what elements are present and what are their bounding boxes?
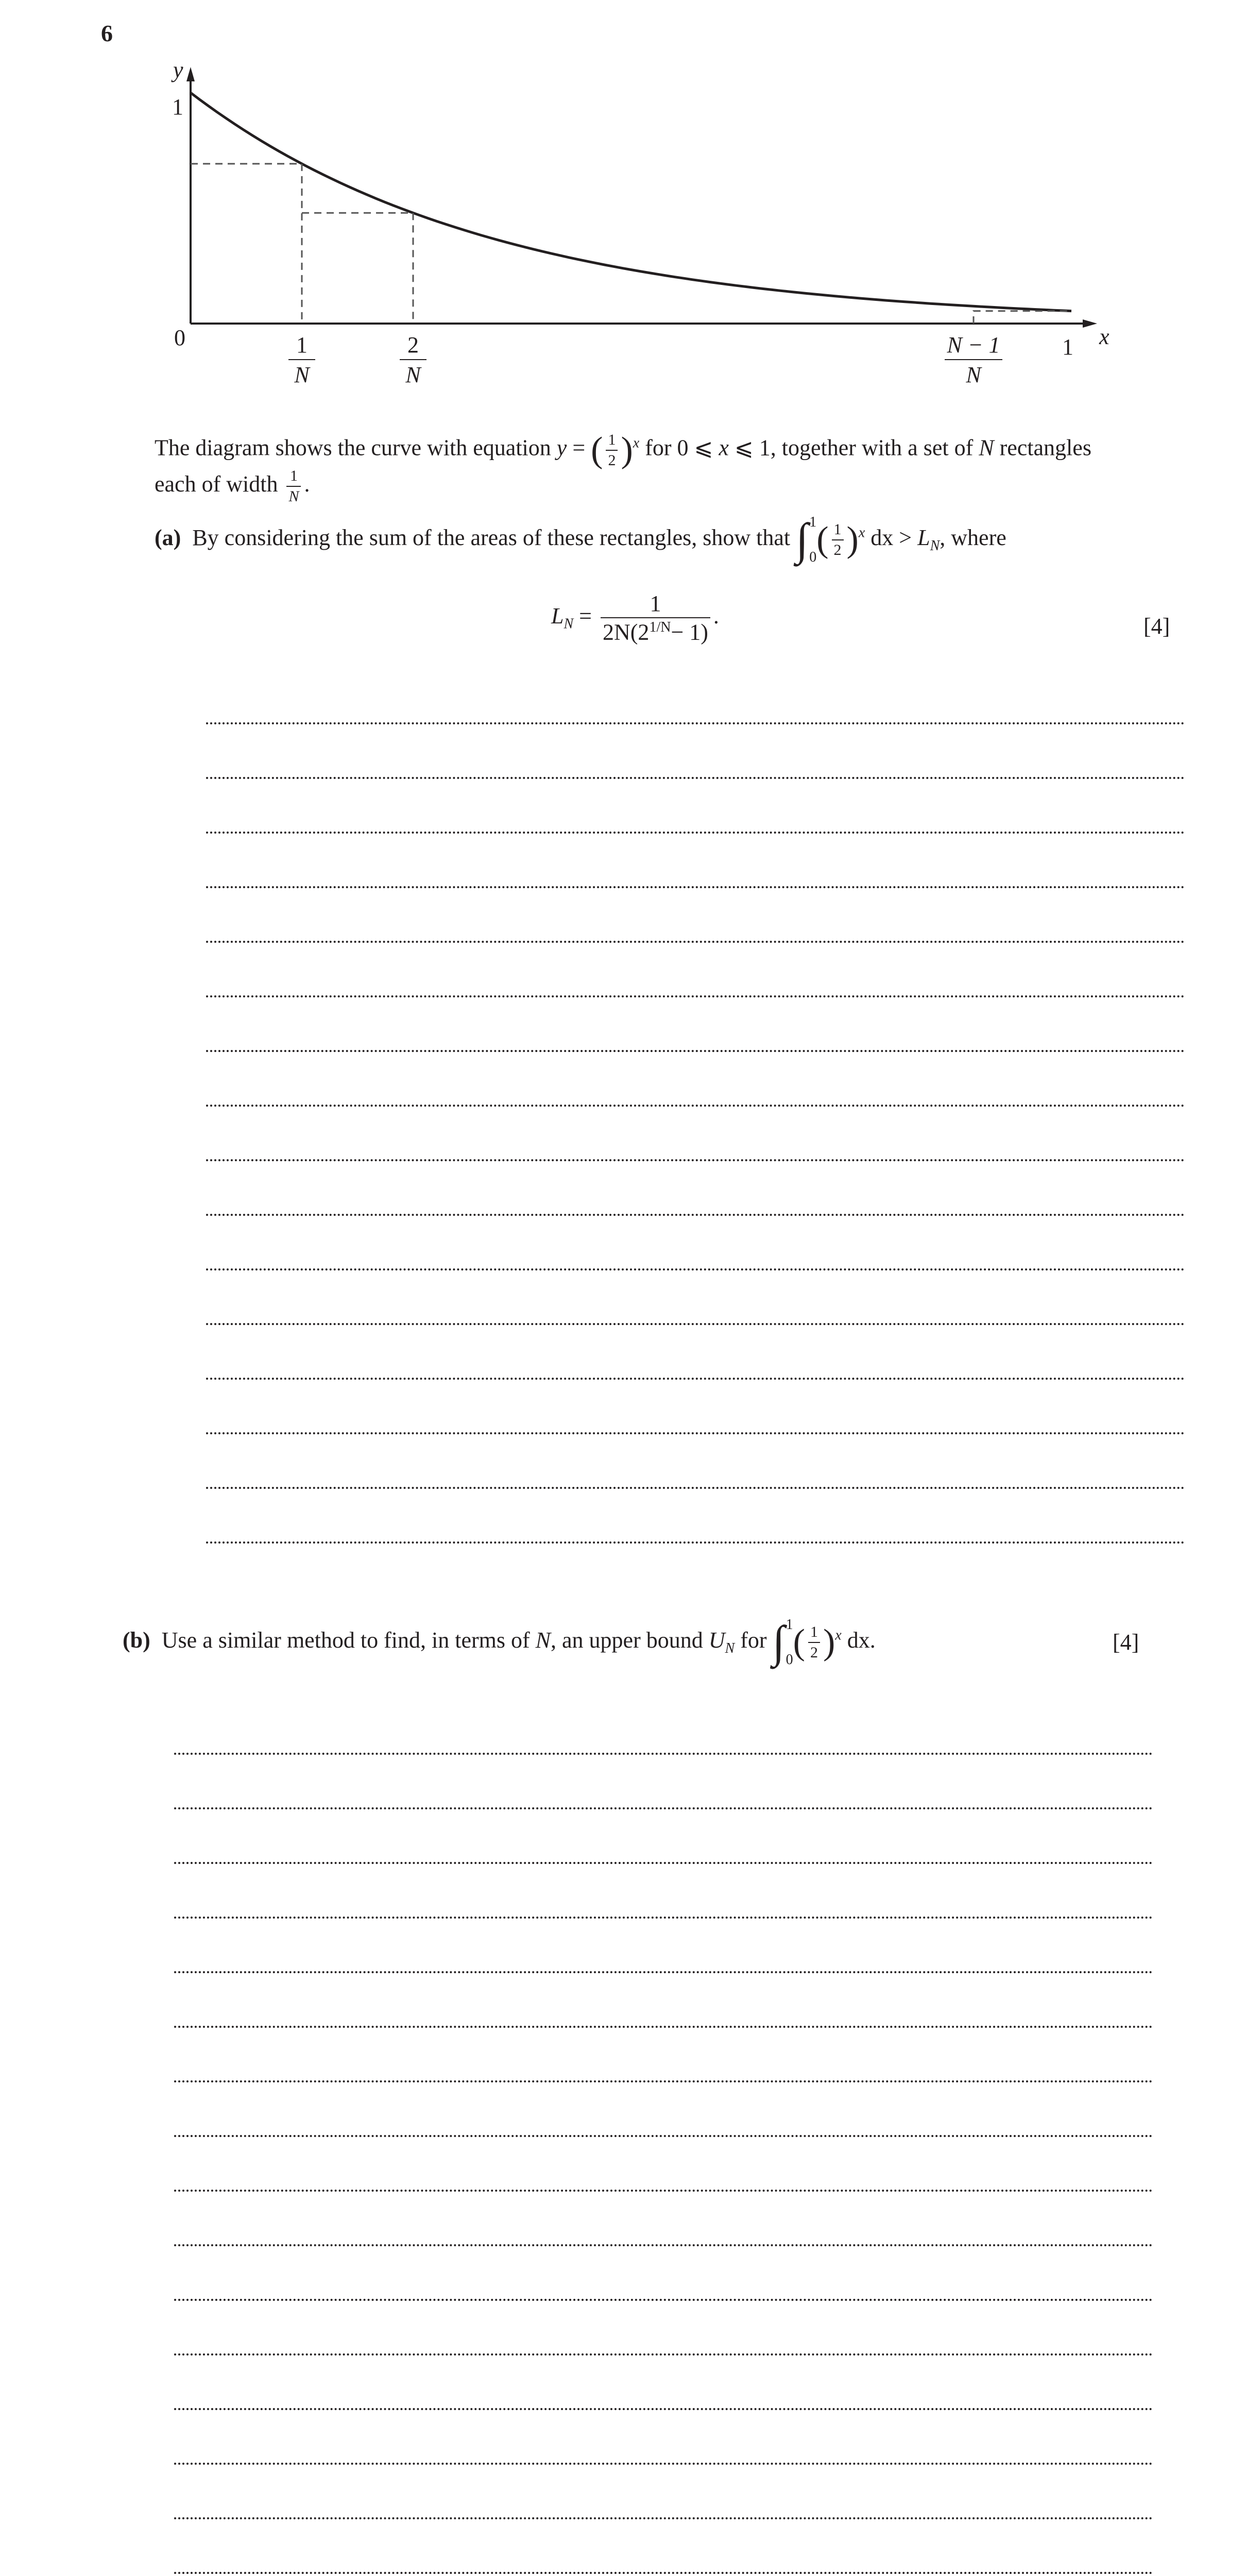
answer-line[interactable] — [206, 997, 1185, 1052]
part-b-question: (b) Use a similar method to find, in terms of N, an upper bound $U_N$ for ∫ 1 0 ( $\frac{1}{2}$ )$^x$ dx. — [123, 1617, 876, 1668]
answer-line[interactable] — [206, 1380, 1185, 1434]
answer-line[interactable] — [174, 2137, 1153, 2192]
answer-line[interactable] — [174, 1755, 1153, 1809]
answer-line[interactable] — [174, 2082, 1153, 2137]
tick-2N-den: N — [405, 362, 421, 387]
answer-line[interactable] — [174, 1809, 1153, 1864]
answer-line[interactable] — [206, 1107, 1185, 1161]
answer-line[interactable] — [206, 724, 1185, 779]
answer-line[interactable] — [174, 2192, 1153, 2246]
tick-2N-num: 2 — [407, 332, 419, 358]
answer-line[interactable] — [206, 1434, 1185, 1489]
rectangle-2 — [302, 213, 413, 324]
curve-diagram — [0, 0, 1246, 392]
answer-line[interactable] — [174, 2246, 1153, 2301]
x-axis-arrow — [1083, 319, 1097, 328]
y-tick-1: 1 — [172, 94, 183, 120]
question-number: 6 — [101, 20, 113, 46]
answer-line[interactable] — [206, 1270, 1185, 1325]
integral-a: ∫ 1 0 ( $\frac{1}{2}$ )$^x$ — [796, 514, 865, 565]
formula-fraction: $\frac{1}{2N(2^{1/N}- 1)}$ — [601, 592, 710, 644]
answer-line[interactable] — [206, 834, 1185, 888]
curve — [191, 93, 1071, 311]
answer-line[interactable] — [174, 1700, 1153, 1755]
answer-line[interactable] — [206, 1161, 1185, 1216]
tick-N1N-num: N − 1 — [947, 332, 1000, 358]
answer-line[interactable] — [174, 2410, 1153, 2465]
answer-line[interactable] — [206, 670, 1185, 724]
origin-label: 0 — [174, 325, 185, 350]
answer-line[interactable] — [174, 2355, 1153, 2410]
part-a-marks: [4] — [1143, 614, 1170, 639]
part-b-marks: [4] — [1113, 1630, 1139, 1655]
rectangle-last — [974, 311, 1071, 324]
width-fraction: $\frac{1}{N}$ — [286, 468, 301, 504]
part-a-answer-lines[interactable] — [206, 670, 1185, 1544]
part-a-question: (a) By considering the sum of the areas of these rectangles, show that ∫ 1 0 ( $\frac{1}{2}$ )$^x$ dx > $L_N$, where — [155, 514, 1006, 565]
integral-b: ∫ 1 0 ( $\frac{1}{2}$ )$^x$ — [772, 1617, 842, 1668]
answer-line[interactable] — [206, 1216, 1185, 1270]
answer-line[interactable] — [206, 1489, 1185, 1544]
answer-line[interactable] — [206, 943, 1185, 997]
rectangles — [191, 164, 1071, 324]
answer-line[interactable] — [206, 1325, 1185, 1380]
intro-line-1: The diagram shows the curve with equation y = ( $\frac{1}{2}$ )$^x$ for 0 ⩽ x ⩽ 1, together with a set of N rectangles — [155, 430, 1091, 470]
answer-line[interactable] — [174, 2301, 1153, 2355]
answer-line[interactable] — [206, 1052, 1185, 1107]
answer-line[interactable] — [174, 2028, 1153, 2082]
answer-line[interactable] — [174, 1864, 1153, 1919]
x-tick-1: 1 — [1062, 334, 1073, 360]
part-b-answer-lines[interactable] — [174, 1700, 1153, 2574]
rectangle-1 — [191, 164, 302, 324]
tick-1N-num: 1 — [296, 332, 308, 358]
tick-1N-den: N — [294, 362, 310, 387]
intro-paragraph — [155, 428, 1185, 504]
x-axis-label: x — [1099, 324, 1110, 349]
answer-line[interactable] — [206, 779, 1185, 834]
answer-line[interactable] — [174, 2519, 1153, 2574]
intro-line-2: each of width $\frac{1}{N}$ . — [155, 467, 310, 505]
half-base: ( $\frac{1}{2}$ )$^x$ — [591, 430, 640, 470]
tick-N1N-den: N — [966, 362, 981, 387]
part-a-formula: $L_N$ = $\frac{1}{2N(2^{1/N}- 1)}$ . — [551, 591, 719, 645]
answer-line[interactable] — [174, 1973, 1153, 2028]
answer-line[interactable] — [206, 888, 1185, 943]
answer-line[interactable] — [174, 1919, 1153, 1973]
answer-line[interactable] — [174, 2465, 1153, 2519]
y-axis-arrow — [186, 67, 195, 81]
y-axis-label: y — [173, 57, 183, 82]
